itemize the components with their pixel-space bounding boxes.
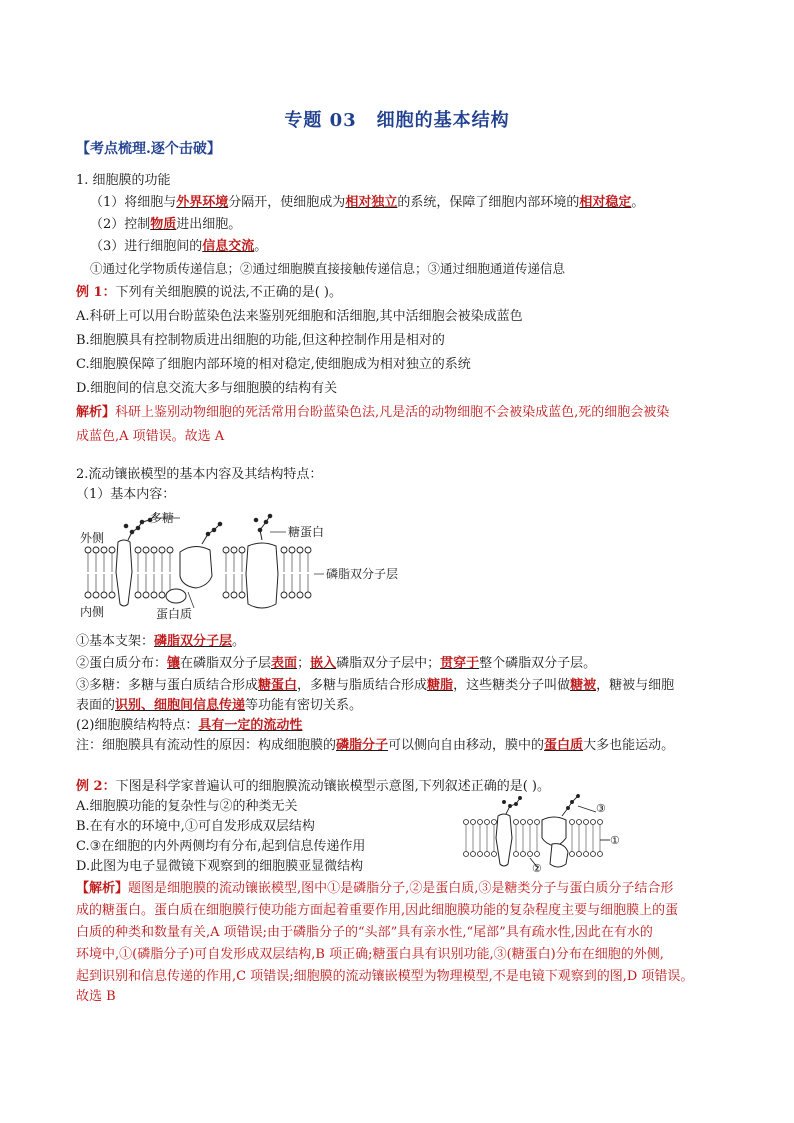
- part2-heading: 2.流动镶嵌模型的基本内容及其结构特点：: [76, 467, 323, 482]
- example2-analysis-line5: 起到识别和信息传递的作用,C 项错误;细胞膜的流动镶嵌模型为物理模型,不是电镜下观察到的图,D 项错误。: [76, 969, 694, 984]
- example2-analysis-line1: 【解析】题图是细胞膜的流动镶嵌模型,图中①是磷脂分子,②是蛋白质,③是糖类分子与蛋白质分子结合形: [76, 881, 674, 896]
- part2-p4: (2)细胞膜结构特点：具有一定的流动性: [76, 718, 303, 733]
- label-3: ③: [596, 802, 606, 815]
- label-2: ②: [532, 862, 542, 875]
- part2-p3b: 表面的识别、细胞间信息传递等功能有密切关系。: [76, 698, 363, 713]
- section-tag: 【考点梳理.逐个击破】: [76, 141, 221, 157]
- label-glycoprotein: 糖蛋白: [288, 525, 325, 539]
- example2-option-a: A.细胞膜功能的复杂性与②的种类无关: [76, 799, 298, 814]
- sugar-chains: [124, 514, 272, 544]
- example2-option-d: D.此图为电子显微镜下观察到的细胞膜亚显微结构: [76, 859, 364, 874]
- label-1: ①: [610, 834, 620, 847]
- part1-line2: （2）控制物质进出细胞。: [90, 217, 242, 232]
- example2-analysis-line4: 环境中,①(磷脂分子)可自发形成双层结构,B 项正确;糖蛋白具有识别功能,③(糖蛋白)分布在细胞的外侧,: [76, 947, 664, 962]
- example1-option-c: C.细胞膜保障了细胞内部环境的相对稳定,使细胞成为相对独立的系统: [76, 357, 471, 372]
- example1-option-b: B.细胞膜具有控制物质进出细胞的功能,但这种控制作用是相对的: [76, 333, 445, 348]
- label-polysaccharide: 多糖: [150, 511, 175, 525]
- part1-line4: ①通过化学物质传递信息；②通过细胞膜直接接触传递信息；③通过细胞通道传递信息: [90, 261, 566, 276]
- part2-p1: ①基本支架：磷脂双分子层。: [76, 634, 246, 649]
- example1-analysis-line1: 解析】科研上鉴别动物细胞的死活常用台盼蓝染色法,凡是活的动物细胞不会被染成蓝色,死的细胞会被染: [76, 405, 670, 420]
- part1-line1: （1）将细胞与外界环境分隔开，使细胞成为相对独立的系统，保障了细胞内部环境的相对稳定。: [90, 195, 645, 210]
- part2-p2: ②蛋白质分布：镶在磷脂双分子层表面；嵌入磷脂双分子层中；贯穿于整个磷脂双分子层。: [76, 656, 597, 671]
- label-bilayer: 磷脂双分子层: [326, 567, 399, 581]
- example2-analysis-line6: 故选 B: [76, 989, 116, 1004]
- example2-option-b: B.在有水的环境中,①可自发形成双层结构: [76, 819, 315, 834]
- membrane-diagram: [80, 511, 399, 621]
- part2-p5: 注：细胞膜具有流动性的原因：构成细胞膜的磷脂分子可以侧向自由移动，膜中的蛋白质大多也能运动。: [76, 738, 675, 753]
- example2-analysis-line3: 白质的种类和数量有关,A 项错误;由于磷脂分子的“头部”具有亲水性,“尾部”具有疏水性,因此在有水的: [76, 925, 653, 940]
- example1-option-a: A.科研上可以用台盼蓝染色法来鉴别死细胞和活细胞,其中活细胞会被染成蓝色: [76, 309, 523, 324]
- example1-analysis-line2: 成蓝色,A 项错误。故选 A: [76, 429, 225, 444]
- example1-question: 例 1：下列有关细胞膜的说法,不正确的是( )。: [76, 285, 342, 300]
- part1-heading: 1. 细胞膜的功能: [76, 173, 171, 188]
- example2-option-c: C.③在细胞的内外两侧均有分布,起到信息传递作用: [76, 839, 366, 854]
- example1-option-d: D.细胞间的信息交流大多与细胞膜的结构有关: [76, 381, 338, 396]
- part2-p3: ③多糖：多糖与蛋白质结合形成糖蛋白，多糖与脂质结合形成糖脂，这些糖类分子叫做糖被，糖被与细胞: [76, 678, 675, 693]
- label-outside: 外侧: [80, 531, 105, 545]
- part1-line3: （3）进行细胞间的信息交流。: [90, 239, 268, 254]
- part2-sub: （1）基本内容：: [76, 487, 176, 502]
- membrane-diagram-small: [460, 794, 630, 875]
- label-inside: 内侧: [80, 605, 105, 619]
- title-prefix: 专题 03: [284, 110, 357, 131]
- label-protein: 蛋白质: [156, 607, 193, 621]
- example2-question: 例 2：下图是科学家普遍认可的细胞膜流动镶嵌模型示意图,下列叙述正确的是( )。: [76, 779, 550, 794]
- page-title: [0, 106, 794, 132]
- example2-analysis-line2: 成的糖蛋白。蛋白质在细胞膜行使功能方面起着重要作用,因此细胞膜功能的复杂程度主要与细胞膜上的蛋: [76, 903, 679, 918]
- title-main: 细胞的基本结构: [376, 110, 510, 131]
